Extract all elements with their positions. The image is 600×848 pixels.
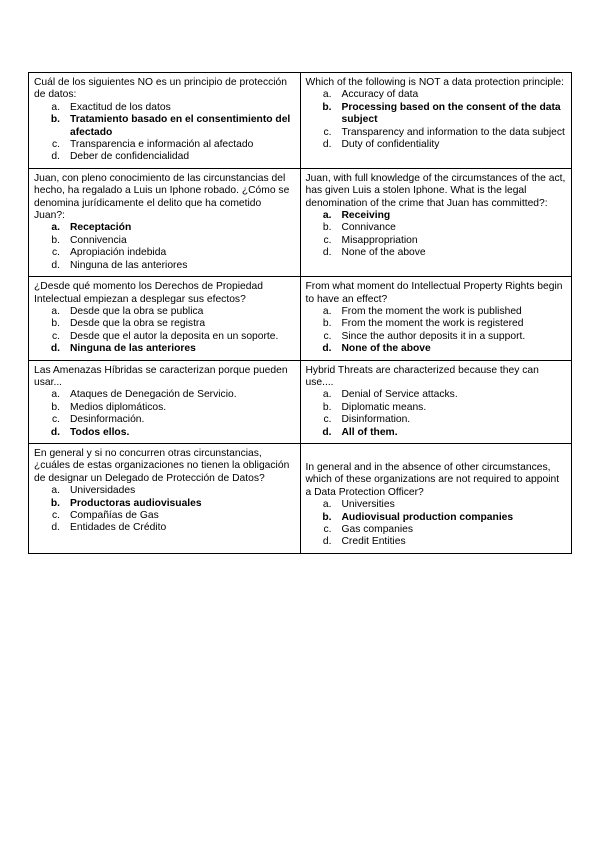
answer-option xyxy=(306,402,567,414)
option-text: Connivencia xyxy=(70,234,127,246)
option-text: Desde que la obra se registra xyxy=(70,318,206,330)
option-text: Compañías de Gas xyxy=(70,510,159,521)
answer-option xyxy=(306,524,567,536)
option-text: Medios diplomáticos. xyxy=(70,401,167,413)
answer-option-correct xyxy=(306,512,567,524)
option-letter: d. xyxy=(322,426,332,438)
answer-option-correct xyxy=(306,102,567,127)
option-letter: a. xyxy=(322,499,332,511)
option-letter: d. xyxy=(322,139,332,151)
answer-options xyxy=(34,102,295,164)
option-letter: b. xyxy=(322,401,332,413)
option-letter: d. xyxy=(322,343,332,355)
answer-option xyxy=(34,306,295,318)
option-text: Receiving xyxy=(341,210,391,222)
question-row xyxy=(29,360,572,443)
answer-option xyxy=(34,510,295,522)
option-letter: d. xyxy=(50,343,60,355)
answer-option xyxy=(34,389,295,401)
option-text: Desde que el autor la deposita en un soporte. xyxy=(70,330,279,342)
question-text: Which of the following is NOT a data protection principle: xyxy=(305,77,565,88)
answer-option xyxy=(306,89,567,101)
option-letter: d. xyxy=(50,426,60,438)
option-letter: b. xyxy=(322,222,332,234)
question-cell-spanish xyxy=(29,360,301,443)
option-text: All of them. xyxy=(341,426,398,438)
answer-option xyxy=(306,414,567,426)
answer-option xyxy=(306,318,567,330)
answer-option-correct xyxy=(34,114,295,139)
option-letter: a. xyxy=(322,305,332,317)
option-letter: a. xyxy=(51,305,60,317)
option-letter: a. xyxy=(51,222,60,234)
question-text: En general y si no concurren otras circunstancias, ¿cuáles de estas organizaciones no tienen la obligación de designar un Delegado de Protección de Datos? xyxy=(34,447,290,484)
option-letter: d. xyxy=(51,259,60,271)
question-cell-english xyxy=(300,73,572,169)
option-letter: a. xyxy=(51,101,60,113)
answer-options xyxy=(34,306,295,356)
option-text: Accuracy of data xyxy=(341,89,419,101)
option-text: Misappropriation xyxy=(341,234,418,246)
question-cell-spanish xyxy=(29,277,301,360)
answer-option xyxy=(34,235,295,247)
answer-option xyxy=(306,331,567,343)
option-text: Transparency and information to the data subject xyxy=(341,126,565,138)
answer-option xyxy=(34,139,295,151)
answer-option xyxy=(306,389,567,401)
option-letter: c. xyxy=(323,524,332,535)
question-row xyxy=(29,443,572,553)
option-letter: c. xyxy=(51,330,60,342)
question-row xyxy=(29,277,572,360)
question-cell-english xyxy=(300,168,572,276)
option-text: From the moment the work is registered xyxy=(341,318,524,330)
option-text: Desinformación. xyxy=(70,414,145,426)
answer-options xyxy=(306,210,567,260)
answer-option xyxy=(306,235,567,247)
option-text: Credit Entities xyxy=(341,536,406,548)
question-cell-spanish xyxy=(29,443,301,553)
option-text: Universities xyxy=(341,499,395,511)
question-text: Las Amenazas Híbridas se caracterizan porque pueden usar... xyxy=(34,364,288,388)
option-letter: b. xyxy=(322,318,332,330)
answer-options xyxy=(34,389,295,439)
answer-option xyxy=(306,222,567,234)
option-letter: d. xyxy=(51,522,60,534)
option-letter: b. xyxy=(51,234,60,246)
answer-option-correct xyxy=(306,343,567,355)
option-letter: a. xyxy=(322,210,332,222)
option-text: Apropiación indebida xyxy=(70,247,167,259)
answer-option xyxy=(34,247,295,259)
option-text: Disinformation. xyxy=(341,414,411,426)
question-text: Hybrid Threats are characterized because they can use.... xyxy=(305,364,539,388)
option-text: Denial of Service attacks. xyxy=(341,389,458,401)
answer-option xyxy=(34,414,295,426)
option-text: Connivance xyxy=(341,222,396,234)
option-letter: a. xyxy=(322,389,332,401)
option-text: Universidades xyxy=(70,485,136,497)
answer-option xyxy=(306,536,567,548)
answer-option-correct xyxy=(34,498,295,510)
option-letter: b. xyxy=(322,511,332,523)
answer-option xyxy=(34,102,295,114)
option-text: Gas companies xyxy=(341,524,414,535)
answer-option xyxy=(306,139,567,151)
answer-option-correct xyxy=(306,210,567,222)
option-text: From the moment the work is published xyxy=(341,305,522,317)
answer-option xyxy=(306,127,567,139)
option-letter: a. xyxy=(51,485,60,497)
option-text: None of the above xyxy=(341,247,426,259)
answer-option xyxy=(34,485,295,497)
question-text: Juan, con pleno conocimiento de las circunstancias del hecho, ha regalado a Luis un Iphone robado. ¿Cómo se denomina jurídicamente el delito que ha cometido Juan?: xyxy=(34,172,290,222)
answer-option-correct xyxy=(306,427,567,439)
question-cell-spanish xyxy=(29,73,301,169)
answer-option-correct xyxy=(34,222,295,234)
option-letter: b. xyxy=(50,497,60,509)
option-letter: c. xyxy=(323,414,332,426)
option-text: Ninguna de las anteriores xyxy=(70,343,196,355)
option-text: Transparencia e información al afectado xyxy=(70,139,254,151)
option-text: Tratamiento basado en el consentimiento del afectado xyxy=(70,114,291,138)
option-text: Ninguna de las anteriores xyxy=(70,259,188,271)
answer-options xyxy=(306,499,567,549)
option-text: Entidades de Crédito xyxy=(70,522,167,534)
question-cell-spanish xyxy=(29,168,301,276)
question-row xyxy=(29,168,572,276)
option-text: Exactitud de los datos xyxy=(70,101,171,113)
option-text: Todos ellos. xyxy=(70,426,130,438)
answer-option xyxy=(34,331,295,343)
option-text: None of the above xyxy=(341,343,431,355)
question-text: Juan, with full knowledge of the circumstances of the act, has given Luis a stolen Iphone. What is the legal denomination of the crime that Juan has committed?: xyxy=(305,172,566,209)
option-letter: b. xyxy=(51,401,60,413)
option-letter: a. xyxy=(51,389,60,401)
answer-options xyxy=(34,222,295,272)
answer-options xyxy=(306,306,567,356)
answer-option xyxy=(34,260,295,272)
answer-option xyxy=(306,499,567,511)
option-letter: d. xyxy=(51,151,60,163)
option-letter: d. xyxy=(322,536,332,548)
option-letter: b. xyxy=(50,114,60,126)
answer-option xyxy=(34,318,295,330)
question-text: From what moment do Intellectual Property Rights begin to have an effect? xyxy=(305,281,563,305)
option-letter: c. xyxy=(51,414,60,426)
option-letter: b. xyxy=(51,318,60,330)
answer-option xyxy=(34,151,295,163)
option-text: Desde que la obra se publica xyxy=(70,305,204,317)
option-letter: c. xyxy=(51,247,60,259)
answer-option xyxy=(306,247,567,259)
option-letter: c. xyxy=(323,330,332,342)
option-letter: d. xyxy=(322,247,332,259)
answer-option-correct xyxy=(34,427,295,439)
answer-option-correct xyxy=(34,343,295,355)
answer-options xyxy=(34,485,295,535)
question-text: In general and in the absence of other circumstances, which of these organizations are not required to appoint a Data Protection Officer? xyxy=(305,461,560,498)
answer-option xyxy=(34,402,295,414)
question-text: ¿Desde qué momento los Derechos de Propiedad Intelectual empiezan a desplegar sus efectos? xyxy=(34,281,263,305)
option-letter: a. xyxy=(322,89,332,101)
question-cell-english xyxy=(300,277,572,360)
option-text: Processing based on the consent of the data subject xyxy=(341,101,561,126)
option-letter: b. xyxy=(322,101,332,113)
option-letter: c. xyxy=(51,139,60,151)
question-row xyxy=(29,73,572,169)
question-text: Cuál de los siguientes NO es un principio de protección de datos: xyxy=(34,77,287,101)
option-text: Since the author deposits it in a support. xyxy=(341,330,526,342)
option-text: Diplomatic means. xyxy=(341,401,427,413)
option-text: Ataques de Denegación de Servicio. xyxy=(70,389,237,401)
answer-options xyxy=(306,89,567,151)
question-cell-english xyxy=(300,443,572,553)
option-text: Deber de confidencialidad xyxy=(70,151,190,163)
option-letter: c. xyxy=(51,510,60,521)
answer-option xyxy=(34,522,295,534)
question-cell-english xyxy=(300,360,572,443)
option-text: Productoras audiovisuales xyxy=(70,497,202,509)
answer-options xyxy=(306,389,567,439)
option-text: Receptación xyxy=(70,222,132,234)
question-table xyxy=(28,72,572,554)
option-letter: c. xyxy=(323,126,332,138)
option-letter: c. xyxy=(323,234,332,246)
answer-option xyxy=(306,306,567,318)
option-text: Audiovisual production companies xyxy=(341,511,514,523)
option-text: Duty of confidentiality xyxy=(341,139,440,151)
